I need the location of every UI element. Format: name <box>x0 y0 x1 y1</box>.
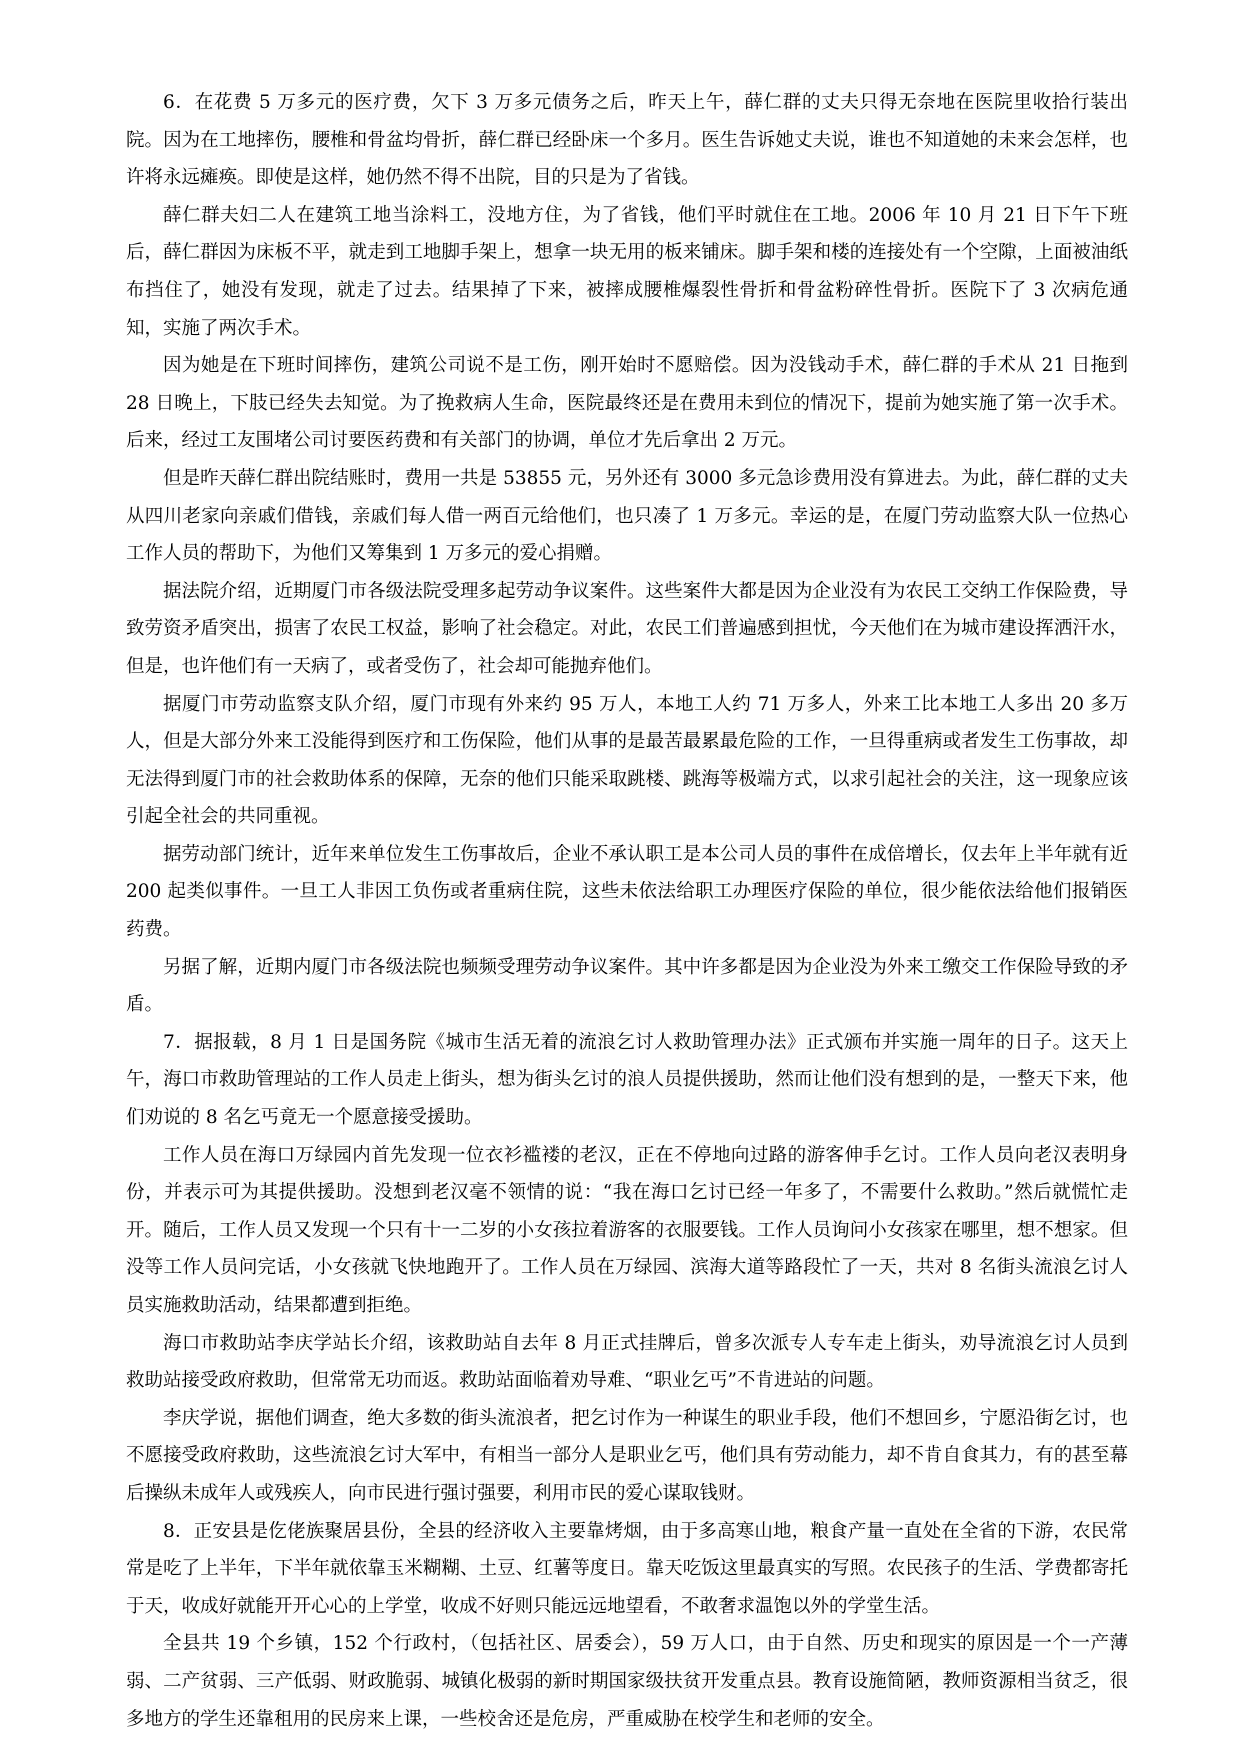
paragraph-compensation-dispute: 因为她是在下班时间摔伤，建筑公司说不是工伤，刚开始时不愿赔偿。因为没钱动手术，薛仁群的手术从 21 日拖到 28 日晚上，下肢已经失去知觉。为了挽救病人生命，医院最终还是在费用未到位的情况下，提前为她实施了第一次手术。后来，经过工友围堵公司讨要医药费和有关部门的协调，单位才先后拿出 2 万元。 <box>126 355 1128 452</box>
paragraph-labor-supervision: 据厦门市劳动监察支队介绍，厦门市现有外来约 95 万人，本地工人约 71 万多人，外来工比本地工人多出 20 多万人，但是大部分外来工没能得到医疗和工伤保险，他们从事的是最苦最累最危险的工作，一旦得重病或者发生工伤事故，却无法得到厦门市的社会救助体系的保障，无奈的他们只能采取跳楼、跳海等极端方式，以求引起社会的关注，这一现象应该引起全社会的共同重视。 <box>126 693 1128 828</box>
paragraph-labor-statistics: 据劳动部门统计，近年来单位发生工伤事故后，企业不承认职工是本公司人员的事件在成倍增长，仅去年上半年就有近 200 起类似事件。一旦工人非因工负伤或者重病住院，这些未依法给职工办理医疗保险的单位，很少能依法给他们报销医药费。 <box>126 843 1128 941</box>
paragraph-station-director: 海口市救助站李庆学站长介绍，该救助站自去年 8 月正式挂牌后，曾多次派专人专车走上街头，劝导流浪乞讨人员到救助站接受政府救助，但常常无功而返。救助站面临着劝导难、“职业乞丐”不肯进站的问题。 <box>126 1332 1128 1392</box>
paragraph-court-insurance: 另据了解，近期内厦门市各级法院也频频受理劳动争议案件。其中许多都是因为企业没为外来工缴交工作保险导致的矛盾。 <box>126 956 1128 1016</box>
paragraph-professional-beggars: 李庆学说，据他们调查，绝大多数的街头流浪者，把乞讨作为一种谋生的职业手段，他们不想回乡，宁愿沿街乞讨，也不愿接受政府救助，这些流浪乞讨大军中，有相当一部分人是职业乞丐，他们具有劳动能力，却不肯自食其力，有的甚至幕后操纵未成年人或残疾人，向市民进行强讨强要，利用市民的爱心谋取钱财。 <box>126 1407 1128 1504</box>
paragraph-item-6-hospital-discharge: 6．在花费 5 万多元的医疗费，欠下 3 万多元债务之后，昨天上午，薛仁群的丈夫只得无奈地在医院里收拾行装出院。因为在工地摔伤，腰椎和骨盆均骨折，薛仁群已经卧床一个多月。医生告诉她丈夫说，谁也不知道她的未来会怎样，也许将永远瘫痪。即使是这样，她仍然不得不出院，目的只是为了省钱。 <box>126 92 1128 189</box>
paragraph-medical-bill: 但是昨天薛仁群出院结账时，费用一共是 53855 元，另外还有 3000 多元急诊费用没有算进去。为此，薛仁群的丈夫从四川老家向亲戚们借钱，亲戚们每人借一两百元给他们，也只凑了 1 万多元。幸运的是，在厦门劳动监察大队一位热心工作人员的帮助下，为他们又筹集到 1 万多元的爱心捐赠。 <box>126 467 1128 565</box>
paragraph-wanlu-park: 工作人员在海口万绿园内首先发现一位衣衫褴褛的老汉，正在不停地向过路的游客伸手乞讨。工作人员向老汉表明身份，并表示可为其提供援助。没想到老汉毫不领情的说：“我在海口乞讨已经一年多了，不需要什么救助。”然后就慌忙走开。随后，工作人员又发现一个只有十一二岁的小女孩拉着游客的衣服要钱。工作人员询问小女孩家在哪里，想不想家。但没等工作人员问完话，小女孩就飞快地跑开了。工作人员在万绿园、滨海大道等路段忙了一天，共对 8 名街头流浪乞讨人员实施救助活动，结果都遭到拒绝。 <box>126 1144 1128 1316</box>
paragraph-item-8-zhengan-county: 8．正安县是仡佬族聚居县份，全县的经济收入主要靠烤烟，由于多高寒山地，粮食产量一直处在全省的下游，农民常常是吃了上半年，下半年就依靠玉米糊糊、土豆、红薯等度日。靠天吃饭这里最真实的写照。农民孩子的生活、学费都寄托于天，收成好就能开开心心的上学堂，收成不好则只能远远地望看，不敢奢求温饱以外的学堂生活。 <box>126 1520 1128 1617</box>
paragraph-court-cases: 据法院介绍，近期厦门市各级法院受理多起劳动争议案件。这些案件大都是因为企业没有为农民工交纳工作保险费，导致劳资矛盾突出，损害了农民工权益，影响了社会稳定。对此，农民工们普遍感到担忧，今天他们在为城市建设挥洒汗水，但是，也许他们有一天病了，或者受伤了，社会却可能抛弃他们。 <box>126 580 1128 677</box>
paragraph-county-overview: 全县共 19 个乡镇，152 个行政村，（包括社区、居委会），59 万人口，由于自然、历史和现实的原因是一个一产薄弱、二产贫弱、三产低弱、财政脆弱、城镇化极弱的新时期国家级扶贫开发重点县。教育设施简陋，教师资源相当贫乏，很多地方的学生还靠租用的民房来上课，一些校舍还是危房，严重威胁在校学生和老师的安全。 <box>126 1633 1128 1730</box>
document-page <box>126 84 1128 1738</box>
paragraph-accident-background: 薛仁群夫妇二人在建筑工地当涂料工，没地方住，为了省钱，他们平时就住在工地。2006 年 10 月 21 日下午下班后，薛仁群因为床板不平，就走到工地脚手架上，想拿一块无用的板来铺床。脚手架和楼的连接处有一个空隙，上面被油纸布挡住了，她没有发现，就走了过去。结果掉了下来，被摔成腰椎爆裂性骨折和骨盆粉碎性骨折。医院下了 3 次病危通知，实施了两次手术。 <box>126 204 1128 339</box>
paragraph-item-7-rescue-station: 7．据报载，8 月 1 日是国务院《城市生活无着的流浪乞讨人救助管理办法》正式颁布并实施一周年的日子。这天上午，海口市救助管理站的工作人员走上街头，想为街头乞讨的浪人员提供援助，然而让他们没有想到的是，一整天下来，他们劝说的 8 名乞丐竟无一个愿意接受援助。 <box>126 1031 1128 1129</box>
